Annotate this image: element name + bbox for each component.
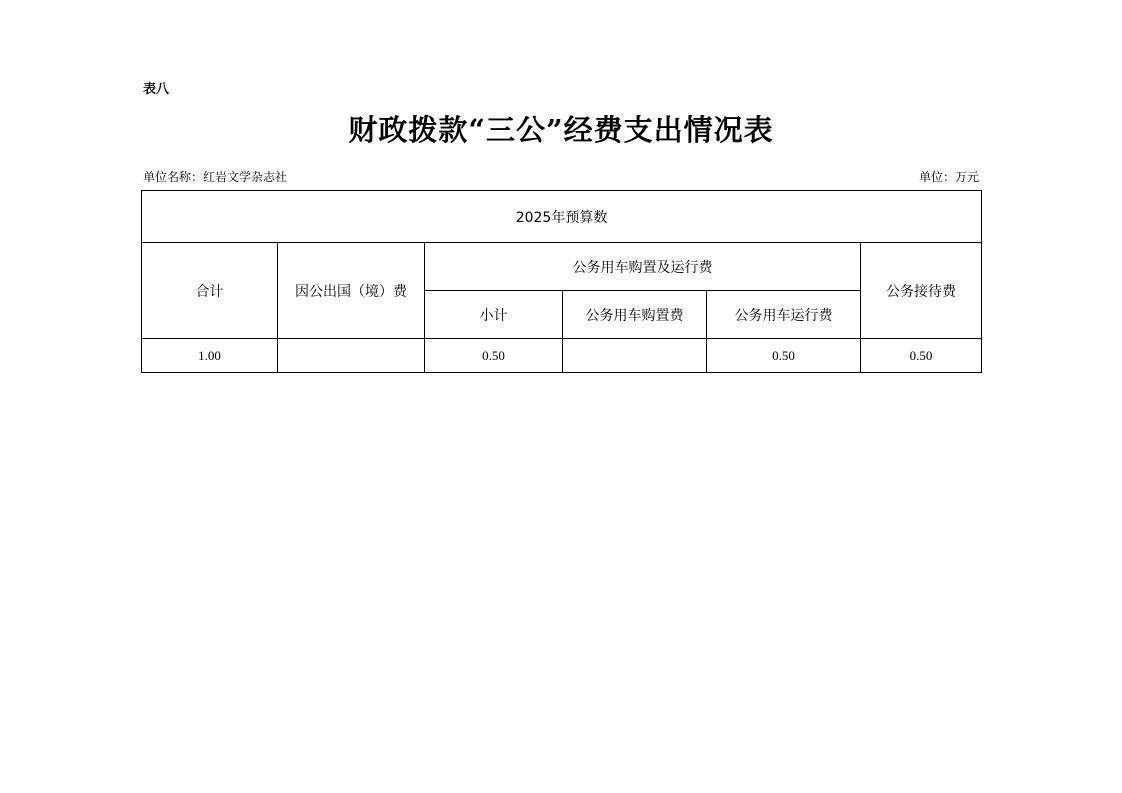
header-vehicle-purchase: 公务用车购置费 <box>563 291 707 339</box>
unit-name-label: 单位名称：红岩文学杂志社 <box>143 170 288 184</box>
header-vehicle-operation: 公务用车运行费 <box>707 291 861 339</box>
budget-year-header: 2025年预算数 <box>142 191 982 243</box>
cell-total: 1.00 <box>142 339 278 373</box>
header-reception: 公务接待费 <box>861 243 982 339</box>
table-header-row <box>142 191 982 243</box>
cell-overseas <box>278 339 425 373</box>
budget-table <box>141 190 982 373</box>
table-row <box>142 339 982 373</box>
cell-reception: 0.50 <box>861 339 982 373</box>
cell-vehicle-operation: 0.50 <box>707 339 861 373</box>
header-vehicle-group: 公务用车购置及运行费 <box>425 243 861 291</box>
page-title: 财政拨款“三公”经费支出情况表 <box>348 113 774 147</box>
header-overseas: 因公出国（境）费 <box>278 243 425 339</box>
cell-vehicle-subtotal: 0.50 <box>425 339 563 373</box>
table-header-row <box>142 243 982 291</box>
cell-vehicle-purchase <box>563 339 707 373</box>
header-total: 合计 <box>142 243 278 339</box>
currency-unit-label: 单位：万元 <box>918 170 979 184</box>
header-vehicle-subtotal: 小计 <box>425 291 563 339</box>
table-number: 表八 <box>143 82 170 97</box>
